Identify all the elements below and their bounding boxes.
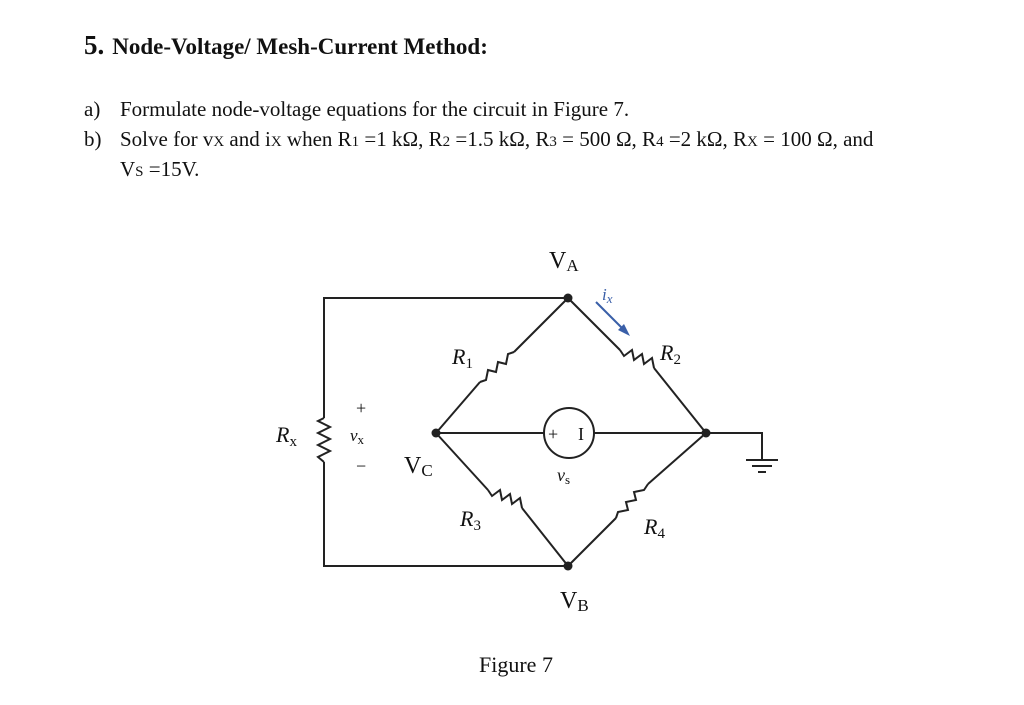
- resistor-r4: [616, 484, 648, 518]
- source-minus: I: [578, 424, 584, 444]
- question-a-text: Formulate node-voltage equations for the circuit in Figure 7.: [120, 97, 630, 121]
- question-a: [84, 94, 629, 124]
- figure-caption: Figure 7: [479, 652, 553, 677]
- resistor-rx: [318, 418, 330, 462]
- text-run: when R: [281, 127, 352, 151]
- figure-7: [250, 240, 790, 700]
- text-sub: X: [270, 134, 282, 150]
- question-b: [84, 124, 873, 157]
- question-a-label: a): [84, 97, 101, 121]
- problem-title: Node-Voltage/ Mesh-Current Method:: [112, 34, 488, 59]
- text-run: =15V.: [143, 157, 200, 181]
- resistor-r3: [488, 490, 522, 508]
- text-run: =1 kΩ, R: [359, 127, 443, 151]
- resistor-r1: [480, 352, 514, 382]
- r3-label: R3: [460, 506, 481, 534]
- text-sub: X: [747, 134, 758, 150]
- text-sub: X: [213, 134, 225, 150]
- node-va-label: VA: [549, 248, 579, 275]
- wire-r3-vb: [522, 508, 568, 566]
- text-run: = 500 Ω, R: [556, 127, 657, 151]
- wire-vb-r4: [568, 518, 616, 566]
- text-run: = 100 Ω, and: [757, 127, 874, 151]
- text-sub: 2: [442, 134, 451, 150]
- source-plus: +: [548, 424, 559, 444]
- node-vc-label: VC: [404, 453, 433, 480]
- node-va-dot: [564, 294, 573, 303]
- text-sub: S: [135, 164, 144, 180]
- wire-vc-r3: [436, 433, 488, 490]
- vx-minus: −: [356, 456, 367, 476]
- problem-heading: [84, 30, 488, 61]
- text-run: =2 kΩ, R: [663, 127, 748, 151]
- wire-r1-vc: [436, 382, 480, 433]
- vx-label: vx: [350, 426, 365, 447]
- wire-r4-right: [648, 433, 706, 484]
- question-b-label: b): [84, 127, 102, 151]
- r2-label: R2: [660, 340, 681, 368]
- vx-plus: +: [356, 398, 367, 418]
- text-sub: 1: [351, 134, 360, 150]
- wire-bottom: [324, 462, 571, 566]
- wire-r2-right: [654, 368, 706, 433]
- node-vb-dot: [564, 562, 573, 571]
- wire-va-r1: [514, 298, 568, 352]
- node-right-dot: [702, 429, 711, 438]
- node-vc-dot: [432, 429, 441, 438]
- resistor-r2: [620, 350, 654, 368]
- text-run: =1.5 kΩ, R: [450, 127, 550, 151]
- r4-label: R4: [644, 514, 665, 542]
- text-run: and i: [224, 127, 271, 151]
- r1-label: R1: [452, 344, 473, 372]
- text-sub: 3: [549, 134, 557, 150]
- source-label: vs: [557, 465, 571, 487]
- problem-number: 5.: [84, 30, 105, 60]
- rx-label: Rx: [276, 422, 297, 450]
- text-run: V: [120, 157, 136, 181]
- ix-label: ix: [602, 285, 613, 306]
- wire-ground: [706, 433, 762, 460]
- text-run: Solve for v: [120, 127, 214, 151]
- text-sub: 4: [656, 134, 664, 150]
- ix-arrow-icon: [596, 302, 624, 330]
- question-b-text: [120, 127, 873, 151]
- node-vb-label: VB: [560, 588, 589, 615]
- circuit-diagram: [250, 240, 790, 700]
- question-b-continuation: [120, 154, 199, 187]
